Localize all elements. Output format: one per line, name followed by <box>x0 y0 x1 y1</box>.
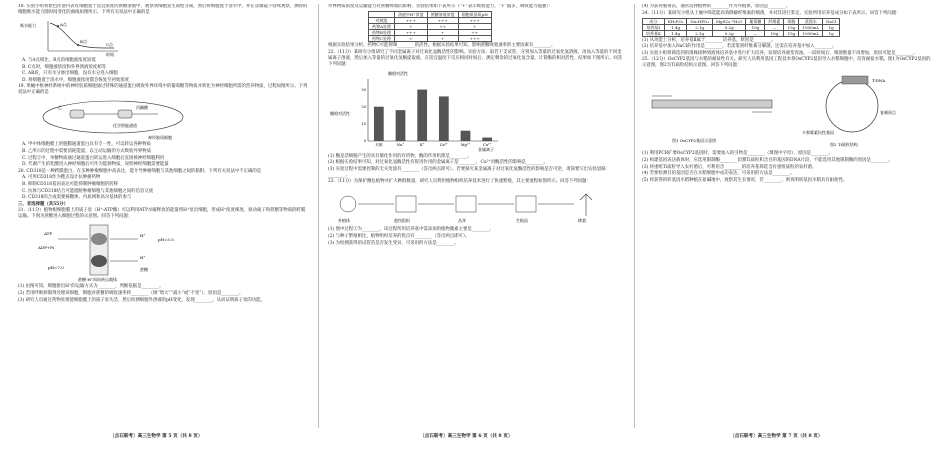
column-divider-2 <box>634 4 635 428</box>
q23-label-2: 愈伤组织 <box>394 218 410 224</box>
fig2-tdna-region <box>842 76 868 84</box>
q21-figure <box>18 221 308 283</box>
q25-sub-1: (1) 利用PCR扩增OsCYP2基因时，需要加入的引物是________（填图中字母），原因是________。 <box>642 151 833 157</box>
table-cell: 2.1g <box>687 24 713 30</box>
chart-y-tick-label: 0 <box>363 138 366 143</box>
table-cell: + <box>458 24 491 30</box>
table-cell: 15g <box>784 24 799 30</box>
q21-label-atp: ATP <box>44 231 53 237</box>
table-header-cell: 纤维素 <box>765 18 784 24</box>
q21-stem: 21.（11分）植物根细胞膜上的质子泵（H⁺-ATP酶）可以利用ATP水解释放的能量将H⁺泵出细胞，形成H⁺浓度梯度，驱动离子和蔗糖等物质的跨膜运输。下图为蔗糖进入细胞过程的示意图。回答下列问题： <box>18 208 306 220</box>
chart-y-label: 酶相对活性 <box>330 110 350 116</box>
q23-figure <box>328 186 624 226</box>
q23-sub-4: (4) 为获得脱毒苗，通常选择植物的________作为外植体，原因是________。 <box>642 4 791 9</box>
table-cell: 1000mL <box>799 30 823 36</box>
table-header-cell: 细胞质基质pH <box>458 12 491 18</box>
table-cell: 对照组 <box>369 18 395 24</box>
table-cell: + <box>427 36 458 42</box>
q23-step-2-shape <box>396 196 416 212</box>
chart-title: 酶相对活性 <box>388 70 408 76</box>
table-cell: 药物C处理 <box>369 36 395 42</box>
q22-bar-chart <box>328 69 528 153</box>
table-cell: 1.4g <box>664 24 687 30</box>
q18-point-b <box>77 44 79 46</box>
table-cell: + <box>427 30 458 36</box>
q19-label-pyruvate: 丙酮酸 <box>136 105 148 111</box>
q25-sub-3: (3) 将重组Ti质粒导入农杆菌后，可利用含________的培养基筛选含有重组质粒的农杆菌。 <box>642 164 817 170</box>
chart-y-tick-label: 30 <box>361 87 366 92</box>
q24-medium-table <box>642 18 840 37</box>
table-cell: 药物B处理 <box>369 30 395 36</box>
q19-channel-1 <box>70 110 84 118</box>
chart-x-label: 金属离子 <box>478 146 494 152</box>
q22-sub-3: (3) 实验过程中需要控制的无关变量有________（答出两点即可）。若要探究某金属离子对过氧化氢酶活性的影响是否可逆，请简要写出实验思路：________。 <box>328 166 611 178</box>
q23-sub-3: (3) 为检测获得的试管苗是否发生变异，可采用的方法是________。 <box>328 240 459 246</box>
q18-stem: 18. 实验小组将紫色洋葱内表皮细胞置于适宜浓度的蔗糖溶液中，观察到细胞发生质壁分离，然后将细胞置于清水中，并在显微镜下持续观察，测得的细胞吸水能力随时间变化的曲线如图所示。下列有关说法中正确的是 <box>18 4 308 15</box>
q21-cotransporter <box>91 255 107 267</box>
q23-sub-2: (2) 与种子繁殖相比，植物组织培养的优点有________（答出两点即可）。 <box>328 233 470 239</box>
q19-option-c: C. 过程②中，单糖物质通过通道蛋白转运进入细胞后直接被神经细胞利用 <box>22 155 165 161</box>
table-cell: + <box>395 36 428 42</box>
chart-x-tick-label: K⁺ <box>419 142 425 147</box>
q19-option-b: B. 乙所示的过程中需要消耗能量，以主动运输的方式吸收外界物质 <box>22 148 151 154</box>
q18-point-a <box>57 25 59 27</box>
q25-sub-2: (2) 构建基因表达载体时，应选用限制酶________切割Ti质粒和含目的基因的DNA片段，不能选用其他限制酶的原因是________。 <box>642 157 893 163</box>
q25-sub-4: (4) 若要检测目的基因是否在水稻细胞中成功表达，可采用的方法是________。 <box>642 171 795 177</box>
table-row <box>643 30 840 36</box>
q25-diagram <box>642 70 932 150</box>
chart-bar <box>439 96 449 141</box>
column-2 <box>328 4 624 428</box>
chart-y-tick-label: 10 <box>361 121 366 126</box>
chart-bar <box>482 137 492 140</box>
q23-label-5: 移栽 <box>578 218 586 224</box>
table-header-cell: 蒸馏水 <box>799 18 823 24</box>
table-cell: 培养基Ⅰ <box>643 24 665 30</box>
q24-stem: 24.（11分）某研究小组从土壤中筛选能高效降解纤维素的细菌，并对其进行鉴定。实验所用培养基成分如下表所示。回答下列问题： <box>642 10 901 16</box>
table-cell: 1000mL <box>799 24 823 30</box>
q21-label-h1: H⁺ <box>140 233 146 239</box>
chart-x-tick-label: Na⁺ <box>396 142 405 147</box>
table-cell: ++ <box>427 24 458 30</box>
table-cell: 0.2g <box>712 30 745 36</box>
q22-sub-1: (1) 酶是活细胞产生的具有催化作用的有机物，酶的作用机理是________。 <box>328 153 472 159</box>
footer-page-7: 〔点石联考〕高三生物学 第 7 页（共 8 页） <box>730 434 823 439</box>
table-header-cell: MgSO₄·7H₂O <box>712 18 745 24</box>
q21-continued: 外界物质浓度及运输能力对蔗糖吸收的影响，实验结果如下表所示（“+”表示吸收能力，“+”越多，吸收能力越强）： <box>328 4 553 9</box>
table-cell: 药物A处理 <box>369 24 395 30</box>
q18-y-label: 吸水能力 <box>20 23 36 28</box>
section-3-heading: 三、非选择题（共55分） <box>18 201 69 207</box>
q19-cell-outline <box>43 101 183 133</box>
table-cell: 1.4g <box>664 30 687 36</box>
q18-label-a: A点 <box>60 22 67 27</box>
q23-step-4-shape <box>516 196 536 212</box>
q19-figure <box>18 97 308 141</box>
table-cell: 培养基Ⅱ <box>643 30 665 36</box>
q23-label-3: 丛芽 <box>458 218 466 224</box>
q21-sub-4: 根据实验结果分析，药物C可能抑制________的活性。根据实验结果可知，影响蔗糖吸收速率的主要因素有________。 <box>328 43 556 48</box>
fig1-caption: 图1 OsCYP2基因示意图 <box>672 138 717 144</box>
table-cell: 1g <box>823 24 840 30</box>
q19-diagram <box>18 97 218 141</box>
table-header-cell: 琼脂 <box>784 18 799 24</box>
q24-sub-1: (1) 从功能上分析，培养基Ⅱ属于________培养基，原因是________。 <box>642 37 776 43</box>
q23-step-1-shape <box>340 196 356 212</box>
q21-membrane <box>90 225 108 275</box>
q19-label-channel: 化学供能通道 <box>113 123 137 129</box>
chart-bar <box>374 106 384 140</box>
table-cell: +++ <box>458 36 491 42</box>
q25-sub-5: (5) 将获得的转基因水稻种植在盐碱地中，观察其生长情况，若________，则说明转基因水稻具有耐盐性。 <box>642 177 848 183</box>
q19-stem: 19. 果蝇中枢神经系统中的神经胶质细胞通过特殊的通道蛋白吸收外界环境中的葡萄糖等物质并转化为神经细胞所需的营养物质，过程如图所示。下列说法中正确的是 <box>18 84 308 96</box>
table-cell: + <box>395 24 428 30</box>
q19-option-d: D. 代谢产生的乳酸进入神经细胞后可作为能源物质，说明神经细胞需要能量 <box>22 162 169 168</box>
q25-figure <box>642 70 934 150</box>
table-header-cell: 葡萄糖 <box>746 18 765 24</box>
table-cell: 10g <box>746 24 765 30</box>
q19-label-glia: 神经胶质细胞 <box>148 135 172 141</box>
chart-x-tick-label: Ca²⁺ <box>439 142 448 147</box>
table-cell: +++ <box>395 18 428 24</box>
table-cell: ++ <box>458 30 491 36</box>
q18-option-d: D. 将细胞置于清水中，细胞液浓度都会恢复至初始浓度 <box>22 77 130 83</box>
table-header-row <box>643 18 840 24</box>
q24-sub-2: (2) 培养基中加入NaCl的作用是________，若需鉴别纤维素分解菌，还需在培养基中加入________。 <box>642 44 837 50</box>
q21-label-ph1: pH=5.5 <box>158 237 174 243</box>
fig2-kan-label: 卡那霉素抗性基因 <box>802 130 834 136</box>
chart-bar <box>417 89 427 140</box>
footer-page-5: 〔点石联考〕高三生物学 第 5 页（共 8 页） <box>110 434 203 439</box>
q21-sub-1: (1) 由图可知，细胞排出H⁺的运输方式为________，判断依据是________。 <box>18 284 164 290</box>
q24-sub-3: (3) 实验小组将筛选到的菌株接种到液体培养基中进行扩大培养，发现培养液变浑浊，一段时间后，细菌数量不再增加，原因可能是________。 <box>642 50 918 56</box>
q21-sub-3: (3) 研究人员通过药物处理使细胞膜上的质子泵失活，然后检测细胞外溶液的pH变化，发现________，从而证明质子泵的功能。 <box>18 297 265 303</box>
column-divider-1 <box>318 4 319 428</box>
fig2-caption: 图2 Ti质粒结构 <box>830 142 858 148</box>
q23-label-4: 生根苗 <box>516 218 528 224</box>
fig2-tdna-label: T-DNA <box>872 78 886 84</box>
chart-x-tick-label: 对照 <box>375 142 383 147</box>
table-cell: +++ <box>395 30 428 36</box>
table-header-cell: NaCl <box>823 18 840 24</box>
q20-stem: 20. CD318是一种跨膜蛋白，在多种肿瘤细胞中高表达，能介导肿瘤细胞与其他细胞之间的黏附。下列有关说法中不正确的是 <box>18 168 262 174</box>
chart-bars-group <box>361 87 492 146</box>
q22-stem: 22.（11分）某研究小组研究了不同金属离子对过氧化氢酶活性的影响。实验方法：取若干支试管，分别加入等量的过氧化氢溶液，再加入等量的不同金属离子溶液，然后加入等量的过氧化氢酶提取液，在适宜温度下反应相同时间后，测定剩余的过氧化氢含量，计算酶的相对活性，结果如下图所示。回答下列问题： <box>328 49 623 67</box>
fig2-ori-label: 复制原点 <box>880 110 896 116</box>
q18-x-label: 时间 <box>106 52 114 57</box>
fig1-gene-bar <box>652 100 772 108</box>
q18-curve-chart <box>18 17 138 57</box>
q21-label-h2: H⁺ <box>140 255 146 261</box>
q22-sub-2: (2) 根据实验结果可知，对过氧化氢酶活性有促进作用的金属离子是________，Cu²⁺对酶活性的影响是________。 <box>328 160 548 166</box>
table-header-cell: 蔗糖溶液浓度 <box>427 12 458 18</box>
q21-proton-pump <box>91 233 107 245</box>
table-row <box>369 36 492 42</box>
table-header-cell: 成分 <box>643 18 665 24</box>
table-cell: 15g <box>784 30 799 36</box>
q21-label-sucrose: 蔗糖 <box>140 267 148 273</box>
column-3 <box>642 4 934 428</box>
q18-option-a: A. 与A点相比，B点的细胞液浓度较低 <box>22 58 96 63</box>
table-header-cell: 溶液中H⁺浓度 <box>395 12 428 18</box>
q23-step-3-shape <box>456 196 476 212</box>
q21-diagram <box>18 221 218 283</box>
q21-label-ph2: pH=7.0 <box>48 265 64 271</box>
table-cell: — <box>746 30 765 36</box>
q21-figure-caption: 蔗糖-H⁺同向转运载体 <box>78 277 117 283</box>
table-cell: +++ <box>427 18 458 24</box>
q19-option-a: A. 甲中体细胞膜上的胞膜通道蛋白具有专一性，可以转运各种物质 <box>22 142 151 148</box>
q25-stem: 25.（12分）OsCYP2基因与水稻的耐盐性有关。研究人员利用基因工程技术将OsCYP2基因导入水稻细胞中，培育耐盐水稻。图1为OsCYP2基因的示意图，图2为Ti质粒结构示意图。回答下列问题： <box>642 57 931 69</box>
table-cell: +++ <box>458 18 491 24</box>
q19-label-yi: 乙 <box>58 105 62 111</box>
q21-label-adp: ADP+Pi <box>38 245 55 251</box>
q22-figure <box>328 69 624 153</box>
q23-plant-icon <box>580 194 592 216</box>
footer-page-6: 〔点石联考〕高三生物学 第 6 页（共 8 页） <box>420 434 513 439</box>
q20-option-a: A. 可用CD318作为靶点设计抗肿瘤药物 <box>22 175 101 181</box>
table-cell: 10g <box>765 30 784 36</box>
chart-bar <box>461 130 471 140</box>
column-1 <box>18 4 308 428</box>
chart-x-tick-label: Cu²⁺ <box>482 142 492 147</box>
q19-channel-2 <box>118 110 132 118</box>
q20-option-b: B. 抑制CD318基因表达可能抑制肿瘤细胞的转移 <box>22 181 118 187</box>
table-header-cell: Na₂HPO₄ <box>687 18 713 24</box>
q23-stem: 23.（11分）为保护濒危植物并扩大种群数量，研究人员利用植物组织培养技术进行了快速繁殖，其主要流程如图所示。回答下列问题： <box>328 179 591 185</box>
fig2-plasmid-circle <box>826 80 878 132</box>
q23-flow-diagram <box>328 186 618 226</box>
q18-option-c: C. AB段，只有水分渗出细胞，没有水分进入细胞 <box>22 71 118 77</box>
q18-figure <box>18 17 308 57</box>
table-cell: — <box>765 24 784 30</box>
q18-label-b: B点 <box>80 39 87 44</box>
q18-label-c: C点 <box>106 42 114 47</box>
q20-option-d: D. CD318的合成需要核糖体、内质网和高尔基体的参与 <box>22 195 132 201</box>
q18-option-b: B. C点时，细胞液浓度和外界溶液浓度相等 <box>22 64 107 70</box>
table-cell: 1g <box>823 30 840 36</box>
q20-option-c: C. 抗体与CD318结合可能阻断肿瘤细胞与其他细胞之间的信息交流 <box>22 188 154 194</box>
q21-sub-2: (2) 若用呼吸抑制剂处理该细胞，细胞对蔗糖的吸收速率将________（填“增大”“减小”或“不变”），原因是________。 <box>18 290 244 296</box>
q21-table <box>368 11 492 42</box>
table-cell: 2.1g <box>687 30 713 36</box>
chart-y-tick-label: 20 <box>361 104 366 109</box>
table-header-cell: KH₂PO₄ <box>664 18 687 24</box>
q23-label-1: 外植体 <box>338 218 350 224</box>
chart-x-tick-label: Mg²⁺ <box>460 142 471 147</box>
table-cell: 0.2g <box>712 24 745 30</box>
q23-sub-1: (1) 图中过程①为________，该过程所用培养基中需添加的植物激素主要是________。 <box>328 227 494 233</box>
chart-bar <box>396 110 406 141</box>
